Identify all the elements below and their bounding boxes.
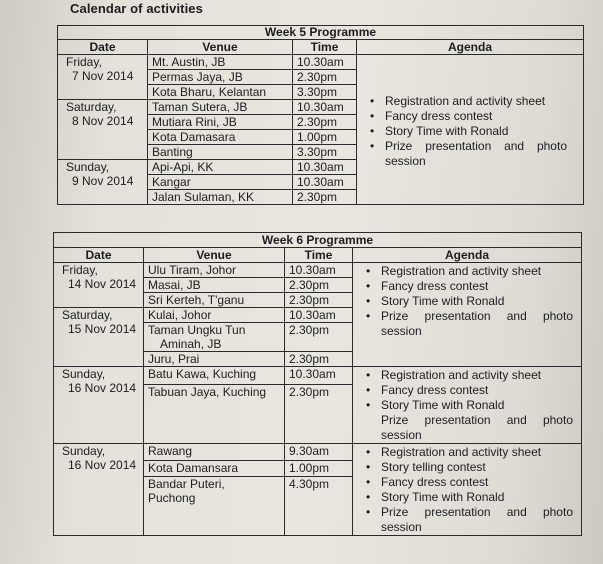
agenda-cell	[353, 263, 582, 367]
venue-header: Venue	[148, 40, 293, 55]
venue-cell: Ulu Tiram, Johor	[144, 263, 285, 278]
list-item: session	[385, 154, 426, 168]
time-cell: 2.30pm	[293, 115, 357, 130]
time-cell: 2.30pm	[285, 293, 353, 308]
list-item: • Registration and activity sheet	[381, 264, 577, 279]
page-title: Calendar of activities	[70, 1, 203, 16]
date-header: Date	[58, 40, 148, 55]
list-item: • Story telling contest	[381, 460, 577, 475]
time-cell: 10.30am	[293, 55, 357, 70]
list-item: • Fancy dress contest	[385, 109, 579, 124]
list-item: session	[381, 428, 422, 442]
week-6-table	[53, 232, 582, 536]
venue-cell: Kota Bharu, Kelantan	[148, 85, 293, 100]
venue-cell: Kulai, Johor	[144, 308, 285, 323]
list-item: • Story Time with Ronald	[381, 294, 577, 309]
list-item: Prize presentation and photo	[381, 413, 573, 427]
time-cell: 10.30am	[293, 100, 357, 115]
date-header: Date	[54, 248, 144, 263]
list-item: • Story Time with Ronald	[381, 490, 577, 505]
list-item: • Registration and activity sheet	[381, 445, 577, 460]
venue-cell: Tabuan Jaya, Kuching	[144, 385, 285, 444]
date-cell: Sunday, 16 Nov 2014	[54, 367, 144, 444]
list-item: • Registration and activity sheet	[381, 368, 577, 383]
date-cell: Friday, 14 Nov 2014	[54, 263, 144, 308]
table-row	[58, 55, 584, 70]
venue-cell: Rawang	[144, 444, 285, 461]
time-header: Time	[285, 248, 353, 263]
time-cell: 10.30am	[285, 367, 353, 385]
venue-cell: Batu Kawa, Kuching	[144, 367, 285, 385]
date-cell: Saturday, 15 Nov 2014	[54, 308, 144, 367]
agenda-cell	[353, 367, 582, 444]
venue-cell: Taman Sutera, JB	[148, 100, 293, 115]
time-cell: 2.30pm	[285, 278, 353, 293]
time-cell: 2.30pm	[285, 323, 353, 352]
list-item: • Prize presentation and photo	[385, 139, 567, 154]
date-cell: Saturday, 8 Nov 2014	[58, 100, 148, 160]
venue-cell: Masai, JB	[144, 278, 285, 293]
time-cell: 10.30am	[285, 263, 353, 278]
list-item: • Fancy dress contest	[381, 279, 577, 294]
time-cell: 1.00pm	[293, 130, 357, 145]
venue-cell: Permas Jaya, JB	[148, 70, 293, 85]
list-item: • Fancy dress contest	[381, 383, 577, 398]
week-5-title: Week 5 Programme	[58, 26, 584, 40]
table-row	[54, 263, 582, 278]
list-item: • Prize presentation and photo	[381, 505, 573, 520]
venue-cell: Kota Damasara	[148, 130, 293, 145]
time-cell: 10.30am	[293, 160, 357, 175]
time-cell: 10.30am	[293, 175, 357, 190]
time-cell: 3.30pm	[293, 145, 357, 160]
time-cell: 1.00pm	[285, 460, 353, 477]
venue-cell: Api-Api, KK	[148, 160, 293, 175]
list-item: session	[381, 520, 422, 534]
time-cell: 3.30pm	[293, 85, 357, 100]
list-item: • Registration and activity sheet	[385, 94, 579, 109]
week-6-title: Week 6 Programme	[54, 233, 582, 248]
venue-cell: Banting	[148, 145, 293, 160]
list-item: • Fancy dress contest	[381, 475, 577, 490]
list-item: • Prize presentation and photo	[381, 309, 573, 324]
list-item: • Story Time with Ronald	[385, 124, 579, 139]
date-cell: Sunday, 9 Nov 2014	[58, 160, 148, 205]
agenda-cell	[357, 55, 584, 205]
time-cell: 9.30am	[285, 444, 353, 461]
week-5-table	[57, 25, 584, 205]
venue-cell: Jalan Sulaman, KK	[148, 190, 293, 205]
date-cell: Friday, 7 Nov 2014	[58, 55, 148, 100]
venue-cell: Mutiara Rini, JB	[148, 115, 293, 130]
time-cell: 2.30pm	[293, 70, 357, 85]
venue-cell: Taman Ungku Tun Aminah, JB	[144, 323, 285, 352]
time-cell: 10.30am	[285, 308, 353, 323]
venue-cell: Sri Kerteh, T'ganu	[144, 293, 285, 308]
agenda-cell	[353, 444, 582, 536]
venue-cell: Juru, Prai	[144, 352, 285, 367]
time-cell: 2.30pm	[285, 385, 353, 444]
venue-header: Venue	[144, 248, 285, 263]
time-cell: 2.30pm	[285, 352, 353, 367]
venue-cell: Bandar Puteri, Puchong	[144, 477, 285, 536]
list-item: session	[381, 324, 422, 338]
table-row	[54, 444, 582, 461]
time-cell: 4.30pm	[285, 477, 353, 536]
date-cell: Sunday, 16 Nov 2014	[54, 444, 144, 536]
venue-cell: Mt. Austin, JB	[148, 55, 293, 70]
time-cell: 2.30pm	[293, 190, 357, 205]
venue-cell: Kangar	[148, 175, 293, 190]
agenda-header: Agenda	[353, 248, 582, 263]
time-header: Time	[293, 40, 357, 55]
agenda-header: Agenda	[357, 40, 584, 55]
venue-cell: Kota Damansara	[144, 460, 285, 477]
list-item: • Story Time with Ronald	[381, 398, 577, 413]
table-row	[54, 367, 582, 385]
